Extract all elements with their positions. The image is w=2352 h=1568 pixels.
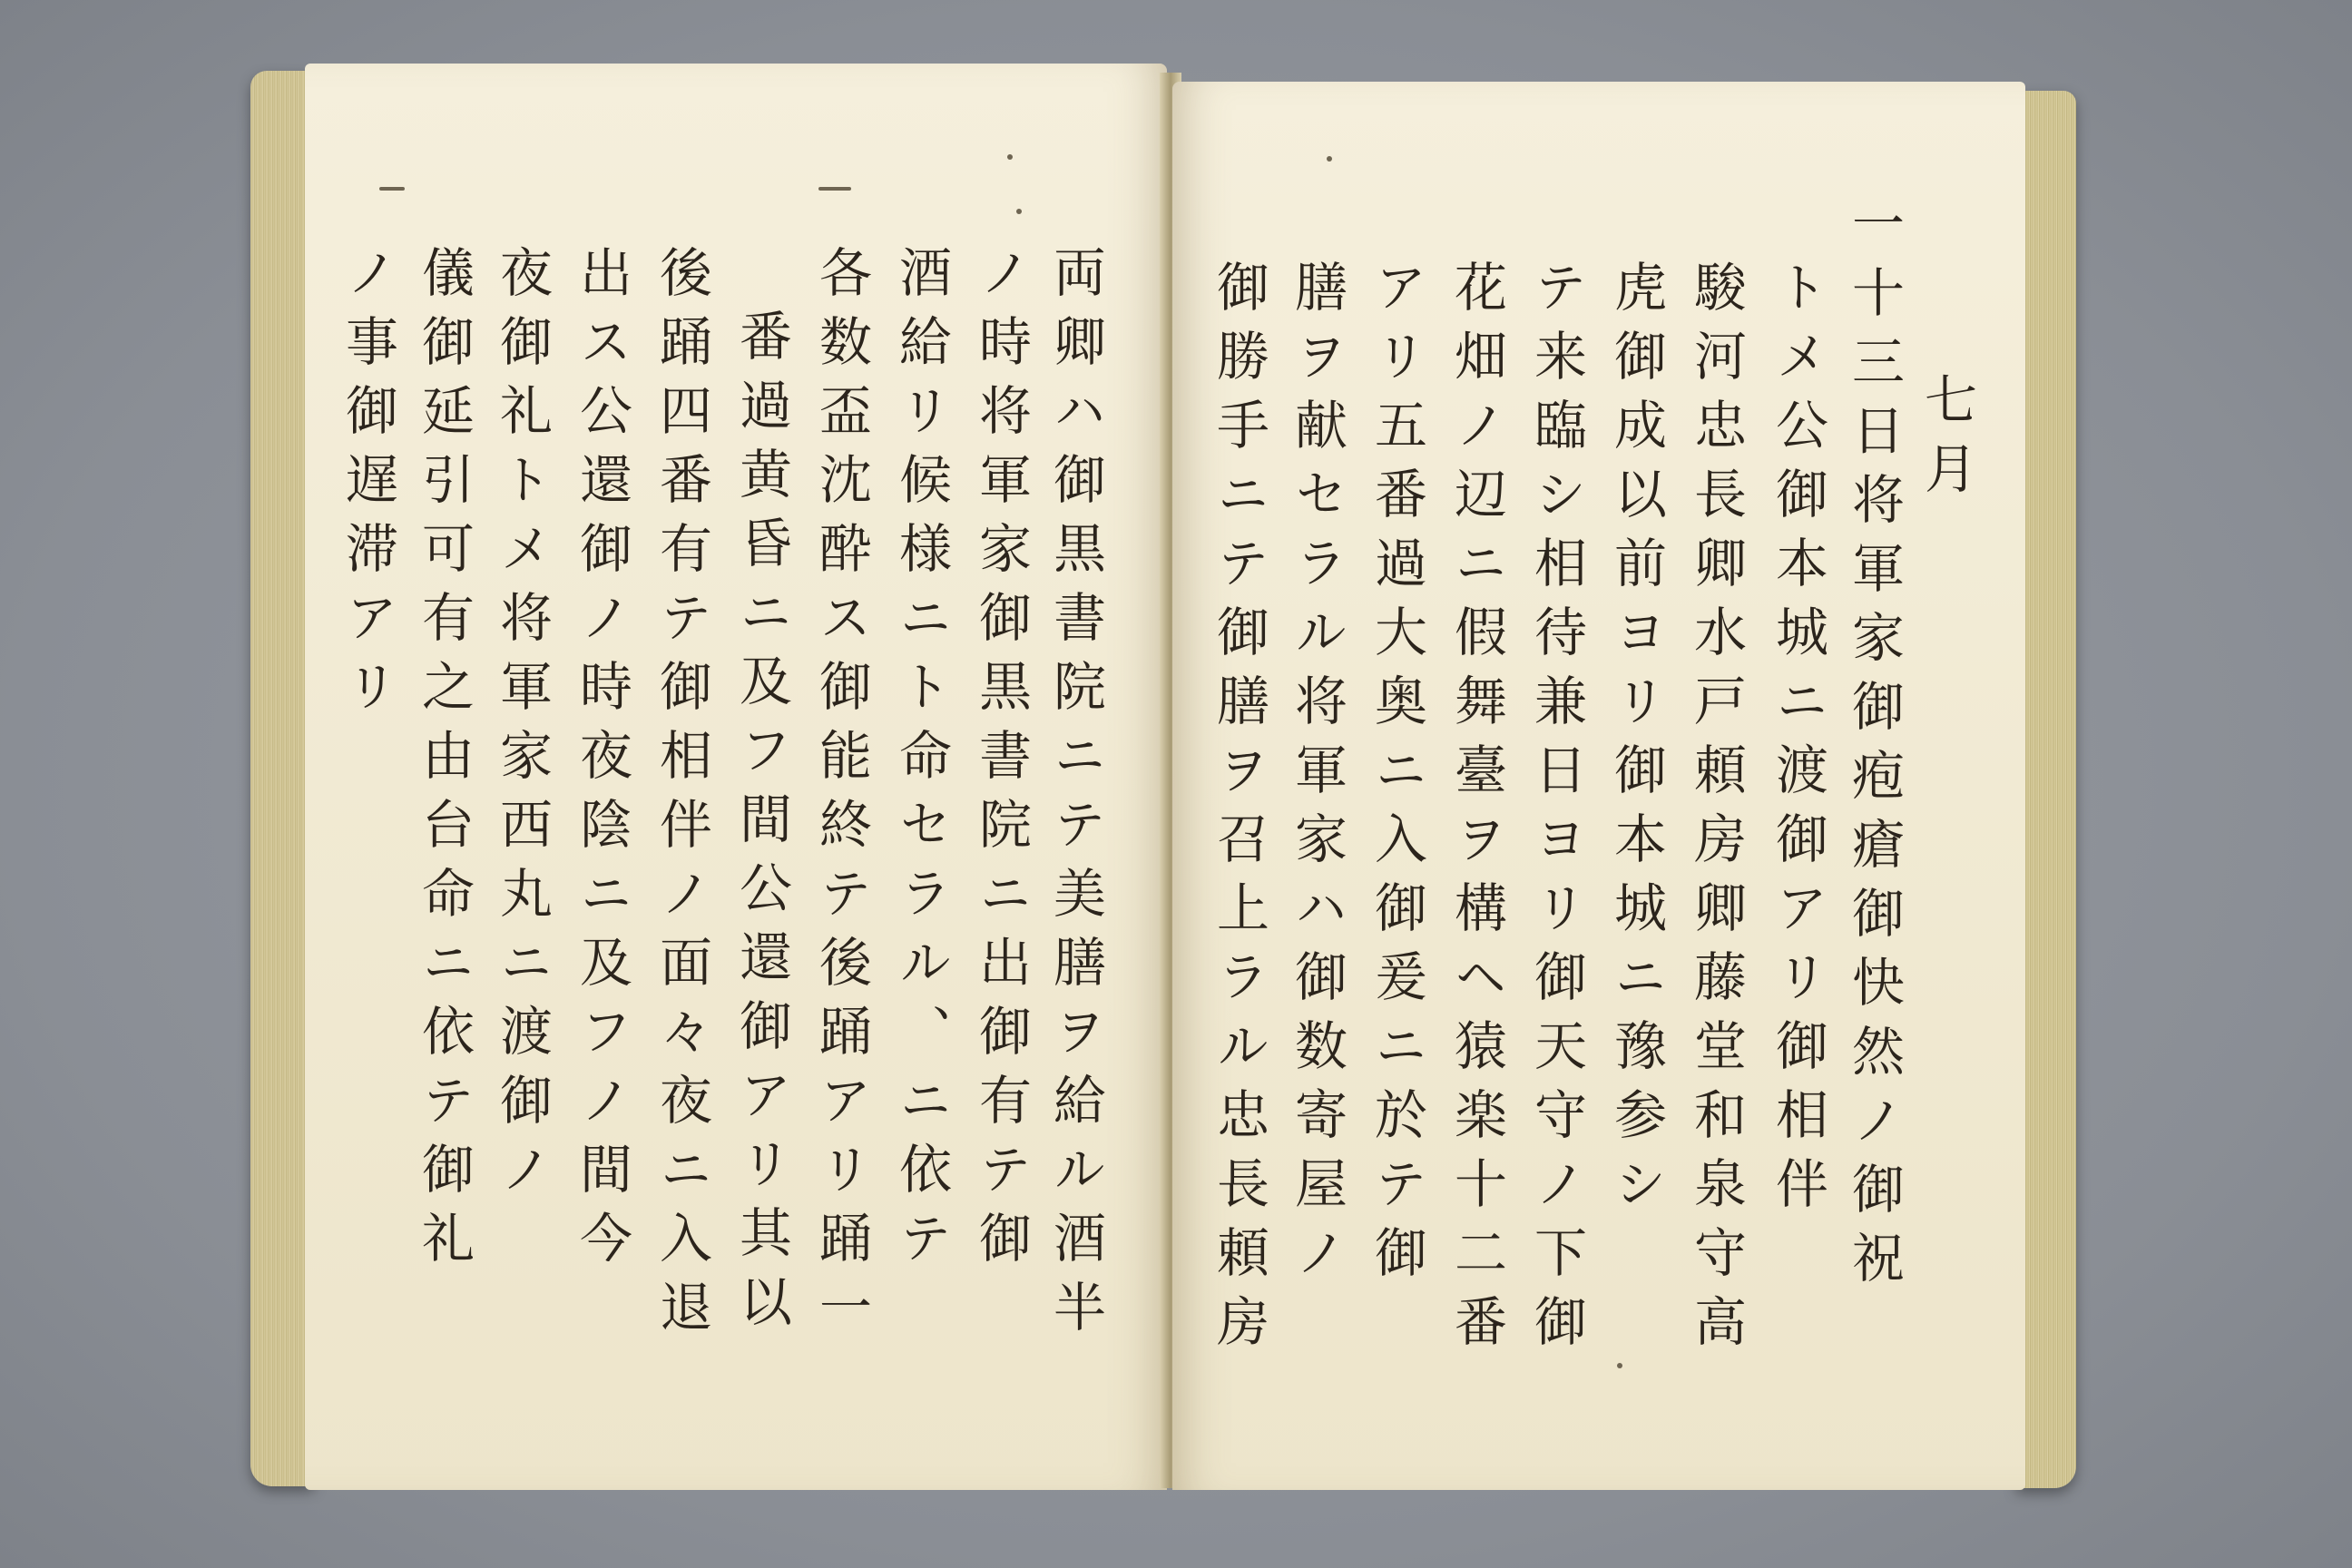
text-column: 番過黄昏ニ及フ間公還御アリ其以 — [730, 309, 792, 1343]
text-column: 各数盃沈酔ス御能終テ後踊アリ踊一 — [810, 245, 872, 1348]
text-column: 駿河忠長卿水戸頼房卿藤堂和泉守高 — [1685, 260, 1747, 1363]
text-column: 御勝手ニテ御膳ヲ召上ラル忠長頼房 — [1208, 260, 1269, 1363]
text-column: ノ事御遅滞アリ — [337, 245, 398, 728]
ink-mark — [379, 187, 405, 191]
text-column: 虎御成以前ヨリ御本城ニ豫参シ — [1605, 260, 1667, 1225]
text-column: 花畑ノ辺ニ假舞臺ヲ構ヘ猿楽十二番 — [1446, 260, 1507, 1363]
text-column: テ来臨シ相待兼日ヨリ御天守ノ下御 — [1525, 260, 1587, 1363]
text-column: 両卿ハ御黒書院ニテ美膳ヲ給ル酒半 — [1044, 245, 1106, 1348]
binding-hole-mark — [1617, 1363, 1622, 1368]
text-column: 出ス公還御ノ時夜陰ニ及フノ間今 — [571, 245, 632, 1279]
text-column: アリ五番過大奥ニ入御爰ニ於テ御 — [1366, 260, 1427, 1294]
right-page — [1172, 82, 2025, 1490]
text-column: 夜御礼トメ将軍家西丸ニ渡御ノ — [491, 245, 553, 1210]
binding-hole-mark — [1007, 154, 1013, 160]
binding-hole-mark — [1016, 209, 1022, 214]
text-column: トメ公御本城ニ渡御アリ御相伴 — [1767, 260, 1828, 1225]
text-column: ノ時将軍家御黒書院ニ出御有テ御 — [970, 245, 1032, 1279]
text-column: 酒給リ候様ニト命セラル、ニ依テ — [890, 245, 952, 1279]
month-heading: 七月 — [1916, 372, 1977, 510]
text-column: 儀御延引可有之由台命ニ依テ御礼 — [413, 245, 475, 1279]
text-column: 一十三日将軍家御疱瘡御快然ノ御祝 — [1843, 196, 1905, 1299]
left-page — [305, 64, 1167, 1490]
text-column: 後踊四番有テ御相伴ノ面々夜ニ入退 — [651, 245, 712, 1348]
ink-mark — [818, 187, 851, 191]
binding-hole-mark — [1327, 156, 1332, 162]
text-column: 膳ヲ献セラル将軍家ハ御数寄屋ノ — [1286, 260, 1348, 1294]
